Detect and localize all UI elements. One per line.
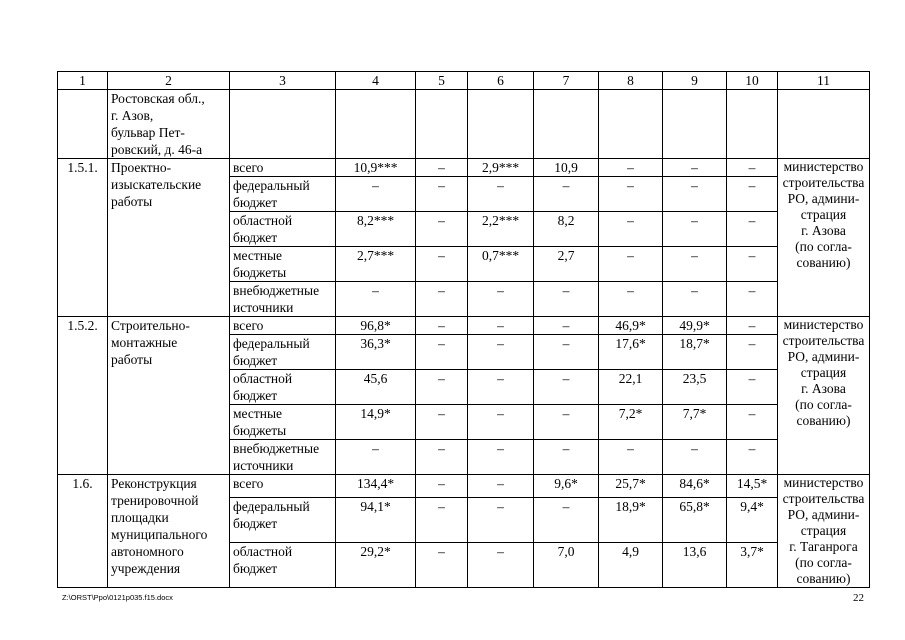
cell-line: г. Таганрога [789, 539, 858, 554]
cell-line: страция [800, 523, 847, 538]
executor [778, 159, 870, 317]
cell-line: областной [233, 213, 293, 228]
value-cell: – [468, 475, 534, 498]
cell-line: площадки [111, 510, 169, 525]
file-path: Z:\ORST\Ppo\0121p035.f15.docx [62, 593, 173, 602]
item-name [108, 159, 230, 317]
value-cell: – [599, 247, 663, 282]
cell-line: бюджет [233, 388, 278, 403]
value-cell: – [599, 177, 663, 212]
header-cell: 4 [336, 72, 416, 90]
value-cell: – [663, 247, 727, 282]
value-cell: 23,5 [663, 370, 727, 405]
cell-line: местные [233, 406, 283, 421]
value-cell: – [599, 159, 663, 177]
value-cell: – [727, 440, 778, 475]
cell-line: федеральный [233, 499, 310, 515]
value-cell: – [599, 282, 663, 317]
program-table [57, 71, 870, 588]
cell-line: строительства [782, 491, 865, 506]
value-cell: – [534, 370, 599, 405]
value-cell: – [727, 335, 778, 370]
cell-line: областной [233, 544, 293, 560]
cell-line: областной [233, 371, 293, 386]
cell-line: сованию) [796, 255, 851, 270]
cell-line: источники [233, 458, 294, 473]
empty-cell [336, 90, 416, 159]
value-cell: – [416, 405, 468, 440]
funding-source [230, 405, 336, 440]
cell-line: всего [233, 318, 264, 333]
value-cell: – [468, 498, 534, 543]
cell-line: РО, админи- [787, 507, 860, 522]
cell-line: ровский, д. 46-а [111, 142, 203, 157]
header-cell: 8 [599, 72, 663, 90]
item-name [108, 317, 230, 475]
value-cell: – [336, 282, 416, 317]
executor [778, 475, 870, 588]
value-cell: – [416, 159, 468, 177]
value-cell: 22,1 [599, 370, 663, 405]
cell-line: Ростовская обл., [111, 91, 205, 106]
value-cell: 96,8* [336, 317, 416, 335]
value-cell: 7,2* [599, 405, 663, 440]
item-number: 1.5.2. [58, 317, 108, 475]
header-cell: 3 [230, 72, 336, 90]
cell-line: бюджеты [233, 423, 287, 438]
value-cell: – [468, 370, 534, 405]
cell-line: сованию) [796, 413, 851, 428]
cell-line: министерство [783, 159, 864, 174]
value-cell: – [534, 405, 599, 440]
cell-line: бульвар Пет- [111, 125, 185, 140]
cell-line: внебюджетные [233, 283, 320, 298]
cell-line: г. Азова [801, 381, 846, 396]
cell-line: РО, админи- [787, 191, 860, 206]
cell-line: Реконструкция [111, 476, 197, 491]
value-cell: 94,1* [336, 498, 416, 543]
value-cell: 13,6 [663, 543, 727, 588]
value-cell: 14,5* [727, 475, 778, 498]
cell-line: работы [111, 194, 153, 209]
value-cell: – [534, 335, 599, 370]
cell-line: всего [233, 476, 264, 491]
cell-line: бюджеты [233, 265, 287, 280]
value-cell: 36,3* [336, 335, 416, 370]
address-cell [108, 90, 230, 159]
value-cell: – [416, 177, 468, 212]
value-cell: 84,6* [663, 475, 727, 498]
cell-line: федеральный [233, 336, 310, 351]
empty-cell [230, 90, 336, 159]
empty-cell [416, 90, 468, 159]
header-row [58, 72, 870, 90]
value-cell: – [416, 212, 468, 247]
cell-line: работы [111, 352, 153, 367]
funding-source [230, 370, 336, 405]
empty-cell [663, 90, 727, 159]
table-row [58, 159, 870, 177]
cell-line: РО, админи- [787, 349, 860, 364]
value-cell: 9,4* [727, 498, 778, 543]
cell-line: страция [800, 207, 847, 222]
cell-line: учреждения [111, 561, 181, 576]
funding-source [230, 335, 336, 370]
value-cell: – [663, 212, 727, 247]
value-cell: 2,7 [534, 247, 599, 282]
value-cell: – [727, 177, 778, 212]
value-cell: – [727, 212, 778, 247]
value-cell: – [663, 440, 727, 475]
value-cell: – [468, 317, 534, 335]
funding-source [230, 498, 336, 543]
empty-cell [534, 90, 599, 159]
cell-line: сованию) [796, 571, 851, 586]
value-cell: 7,7* [663, 405, 727, 440]
value-cell: – [727, 370, 778, 405]
value-cell: – [416, 317, 468, 335]
empty-cell [599, 90, 663, 159]
value-cell: – [468, 177, 534, 212]
funding-source [230, 317, 336, 335]
cell-line: страция [800, 365, 847, 380]
table-row [58, 475, 870, 498]
cell-line: (по согла- [795, 555, 852, 570]
value-cell: 45,6 [336, 370, 416, 405]
header-cell: 11 [778, 72, 870, 90]
value-cell: 17,6* [599, 335, 663, 370]
empty-cell [58, 90, 108, 159]
cell-line: муниципального [111, 527, 208, 542]
cell-line: бюджет [233, 516, 278, 532]
value-cell: 10,9 [534, 159, 599, 177]
value-cell: – [727, 159, 778, 177]
value-cell: 0,7*** [468, 247, 534, 282]
value-cell: 8,2*** [336, 212, 416, 247]
value-cell: 18,9* [599, 498, 663, 543]
value-cell: – [599, 212, 663, 247]
item-number: 1.5.1. [58, 159, 108, 317]
value-cell: – [468, 440, 534, 475]
funding-source [230, 159, 336, 177]
cell-line: министерство [783, 475, 864, 490]
value-cell: – [468, 543, 534, 588]
value-cell: – [534, 177, 599, 212]
header-cell: 1 [58, 72, 108, 90]
cell-line: местные [233, 248, 283, 263]
value-cell: – [534, 440, 599, 475]
value-cell: 14,9* [336, 405, 416, 440]
value-cell: – [534, 317, 599, 335]
cell-line: Проектно- [111, 160, 172, 175]
value-cell: – [663, 159, 727, 177]
cell-line: изыскательские [111, 177, 202, 192]
empty-cell [727, 90, 778, 159]
cell-line: Строительно- [111, 318, 190, 333]
value-cell: – [416, 498, 468, 543]
value-cell: – [416, 335, 468, 370]
value-cell: 2,2*** [468, 212, 534, 247]
value-cell: – [663, 282, 727, 317]
value-cell: – [599, 440, 663, 475]
empty-cell [468, 90, 534, 159]
cell-line: всего [233, 160, 264, 175]
cell-line: министерство [783, 317, 864, 332]
value-cell: 49,9* [663, 317, 727, 335]
value-cell: – [416, 282, 468, 317]
cell-line: бюджет [233, 561, 278, 577]
value-cell: 18,7* [663, 335, 727, 370]
value-cell: 9,6* [534, 475, 599, 498]
value-cell: – [727, 405, 778, 440]
funding-source [230, 475, 336, 498]
header-cell: 5 [416, 72, 468, 90]
item-number: 1.6. [58, 475, 108, 588]
address-row [58, 90, 870, 159]
header-cell: 6 [468, 72, 534, 90]
value-cell: 134,4* [336, 475, 416, 498]
value-cell: 7,0 [534, 543, 599, 588]
value-cell: – [468, 282, 534, 317]
cell-line: бюджет [233, 195, 278, 210]
value-cell: 4,9 [599, 543, 663, 588]
cell-line: строительства [782, 333, 865, 348]
value-cell: – [663, 177, 727, 212]
value-cell: – [727, 282, 778, 317]
value-cell: – [416, 247, 468, 282]
value-cell: – [727, 247, 778, 282]
funding-source [230, 282, 336, 317]
cell-line: строительства [782, 175, 865, 190]
header-cell: 9 [663, 72, 727, 90]
cell-line: федеральный [233, 178, 310, 193]
table-row [58, 317, 870, 335]
value-cell: – [416, 440, 468, 475]
cell-line: внебюджетные [233, 441, 320, 456]
header-cell: 7 [534, 72, 599, 90]
funding-source [230, 247, 336, 282]
cell-line: автономного [111, 544, 184, 559]
funding-source [230, 177, 336, 212]
executor [778, 317, 870, 475]
cell-line: (по согла- [795, 397, 852, 412]
cell-line: г. Азов, [111, 108, 154, 123]
value-cell: – [468, 335, 534, 370]
value-cell: – [416, 370, 468, 405]
value-cell: 46,9* [599, 317, 663, 335]
header-cell: 2 [108, 72, 230, 90]
cell-line: бюджет [233, 353, 278, 368]
value-cell: 65,8* [663, 498, 727, 543]
item-name [108, 475, 230, 588]
value-cell: – [336, 440, 416, 475]
value-cell: – [727, 317, 778, 335]
header-cell: 10 [727, 72, 778, 90]
value-cell: – [534, 282, 599, 317]
value-cell: – [416, 543, 468, 588]
cell-line: источники [233, 300, 294, 315]
cell-line: бюджет [233, 230, 278, 245]
value-cell: 10,9*** [336, 159, 416, 177]
value-cell: 25,7* [599, 475, 663, 498]
empty-cell [778, 90, 870, 159]
value-cell: 2,7*** [336, 247, 416, 282]
value-cell: 2,9*** [468, 159, 534, 177]
funding-source [230, 440, 336, 475]
value-cell: – [534, 498, 599, 543]
value-cell: 8,2 [534, 212, 599, 247]
value-cell: 29,2* [336, 543, 416, 588]
page-number: 22 [853, 592, 864, 604]
funding-source [230, 212, 336, 247]
value-cell: – [416, 475, 468, 498]
cell-line: тренировочной [111, 493, 199, 508]
cell-line: (по согла- [795, 239, 852, 254]
value-cell: – [336, 177, 416, 212]
funding-source [230, 543, 336, 588]
cell-line: монтажные [111, 335, 178, 350]
value-cell: 3,7* [727, 543, 778, 588]
cell-line: г. Азова [801, 223, 846, 238]
value-cell: – [468, 405, 534, 440]
